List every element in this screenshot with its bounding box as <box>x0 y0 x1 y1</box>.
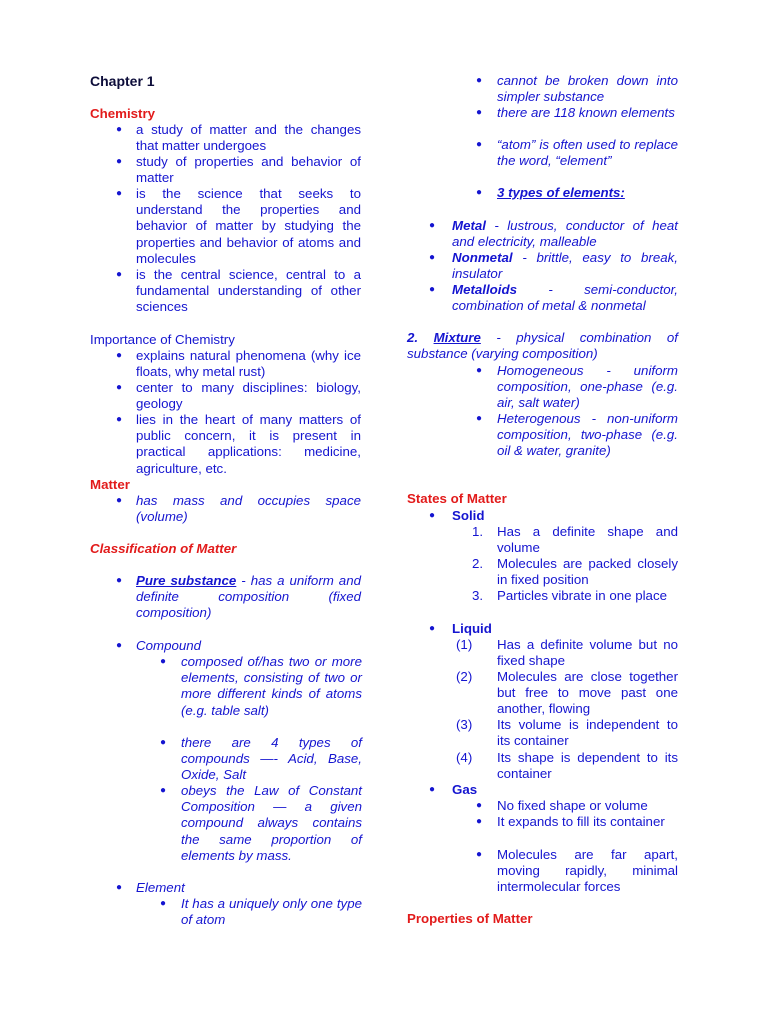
matter-heading: Matter <box>90 477 130 492</box>
solid-item: Has a definite shape and volume <box>497 524 678 556</box>
chemistry-item: is the science that seeks to understand the properties and behavior of matter by studying the properties and behavior of atoms and molecules <box>136 186 361 266</box>
bullet-icon: ● <box>429 220 436 231</box>
bullet-icon: ● <box>116 640 123 651</box>
mixture-text: - physical combination of substance (varying composition) <box>407 330 678 362</box>
bullet-icon: ● <box>116 382 123 393</box>
compound-item: composed of/has two or more elements, consisting of two or more different kinds of atoms (e.g. table salt) <box>181 654 362 718</box>
importance-item: center to many disciplines: biology, geology <box>136 380 361 412</box>
gas-item: It expands to fill its container <box>497 814 665 829</box>
mixture-sub-item: Homogeneous - uniform composition, one-phase (e.g. air, salt water) <box>497 363 678 411</box>
list-number: 2. <box>472 556 484 571</box>
bullet-icon: ● <box>429 510 436 521</box>
pure-substance-label: Pure substance <box>136 573 237 588</box>
bullet-icon: ● <box>160 656 167 667</box>
bullet-icon: ● <box>476 413 483 424</box>
bullet-icon: ● <box>429 252 436 263</box>
gas-item: No fixed shape or volume <box>497 798 648 813</box>
bullet-icon: ● <box>160 898 167 909</box>
list-number: 3. <box>472 588 484 603</box>
list-number: (3) <box>456 717 473 732</box>
bullet-icon: ● <box>476 187 483 198</box>
bullet-icon: ● <box>116 350 123 361</box>
bullet-icon: ● <box>476 849 483 860</box>
bullet-icon: ● <box>116 156 123 167</box>
bullet-icon: ● <box>116 575 123 586</box>
matter-item: has mass and occupies space (volume) <box>136 493 361 525</box>
mixture-number: 2. <box>407 330 419 345</box>
element-item: cannot be broken down into simpler substance <box>497 73 678 105</box>
solid-item: Particles vibrate in one place <box>497 588 667 603</box>
list-number: (2) <box>456 669 473 684</box>
element-type-name: Nonmetal <box>452 250 513 265</box>
mixture-label: Mixture <box>433 330 481 345</box>
bullet-icon: ● <box>476 800 483 811</box>
bullet-icon: ● <box>116 124 123 135</box>
element-type-item <box>452 282 678 314</box>
chapter-title: Chapter 1 <box>90 73 155 89</box>
element-item: “atom” is often used to replace the word, “element” <box>497 137 678 169</box>
liquid-item: Molecules are close together but free to move past one another, flowing <box>497 669 678 717</box>
element-type-item <box>452 250 678 282</box>
pure-substance-item <box>136 573 361 622</box>
list-number: (1) <box>456 637 473 652</box>
element-type-desc: - lustrous, conductor of heat and electricity, malleable <box>452 218 678 250</box>
solid-item: Molecules are packed closely in fixed position <box>497 556 678 588</box>
list-number: 1. <box>472 524 484 539</box>
bullet-icon: ● <box>116 414 123 425</box>
mixture-item <box>407 330 678 362</box>
chemistry-item: is the central science, central to a fundamental understanding of other sciences <box>136 267 361 315</box>
element-type-item <box>452 218 678 250</box>
bullet-icon: ● <box>429 784 436 795</box>
bullet-icon: ● <box>476 107 483 118</box>
compound-item: obeys the Law of Constant Composition — a given compound always contains the same proportion of elements by mass. <box>181 783 362 863</box>
properties-heading: Properties of Matter <box>407 911 533 926</box>
bullet-icon: ● <box>476 365 483 376</box>
bullet-icon: ● <box>160 785 167 796</box>
bullet-icon: ● <box>429 284 436 295</box>
pure-substance-text: - has a uniform and definite composition (fixed composition) <box>136 573 361 621</box>
liquid-item: Its shape is dependent to its container <box>497 750 678 782</box>
gas-item: Molecules are far apart, moving rapidly, minimal intermolecular forces <box>497 847 678 895</box>
chemistry-item: a study of matter and the changes that matter undergoes <box>136 122 361 154</box>
liquid-item: Has a definite volume but no fixed shape <box>497 637 678 669</box>
compound-label: Compound <box>136 638 202 653</box>
element-type-desc: - brittle, easy to break, insulator <box>452 250 678 282</box>
list-number: (4) <box>456 750 473 765</box>
element-label: Element <box>136 880 185 895</box>
chemistry-item: study of properties and behavior of matter <box>136 154 361 186</box>
states-heading: States of Matter <box>407 491 507 506</box>
bullet-icon: ● <box>116 188 123 199</box>
gas-label: Gas <box>452 782 478 797</box>
three-types-label: 3 types of elements: <box>497 185 625 200</box>
importance-item: explains natural phenomena (why ice floats, why metal rust) <box>136 348 361 380</box>
liquid-label: Liquid <box>452 621 492 636</box>
bullet-icon: ● <box>429 623 436 634</box>
importance-item: lies in the heart of many matters of public concern, it is present in practical applications: medicine, agriculture, etc. <box>136 412 361 476</box>
element-item: It has a uniquely only one type of atom <box>181 896 362 928</box>
bullet-icon: ● <box>116 882 123 893</box>
compound-item: there are 4 types of compounds —- Acid, Base, Oxide, Salt <box>181 735 362 783</box>
solid-label: Solid <box>452 508 485 523</box>
bullet-icon: ● <box>476 139 483 150</box>
bullet-icon: ● <box>160 737 167 748</box>
bullet-icon: ● <box>476 816 483 827</box>
bullet-icon: ● <box>116 269 123 280</box>
element-type-name: Metalloids <box>452 282 518 297</box>
element-type-desc: - semi-conductor, combination of metal & nonmetal <box>452 282 678 314</box>
bullet-icon: ● <box>116 495 123 506</box>
importance-heading: Importance of Chemistry <box>90 332 235 347</box>
bullet-icon: ● <box>476 75 483 86</box>
liquid-item: Its volume is independent to its container <box>497 717 678 749</box>
element-item: there are 118 known elements <box>497 105 675 120</box>
classification-heading: Classification of Matter <box>90 541 237 556</box>
mixture-sub-item: Heterogenous - non-uniform composition, two-phase (e.g. oil & water, granite) <box>497 411 678 459</box>
chemistry-heading: Chemistry <box>90 106 156 121</box>
element-type-name: Metal <box>452 218 486 233</box>
